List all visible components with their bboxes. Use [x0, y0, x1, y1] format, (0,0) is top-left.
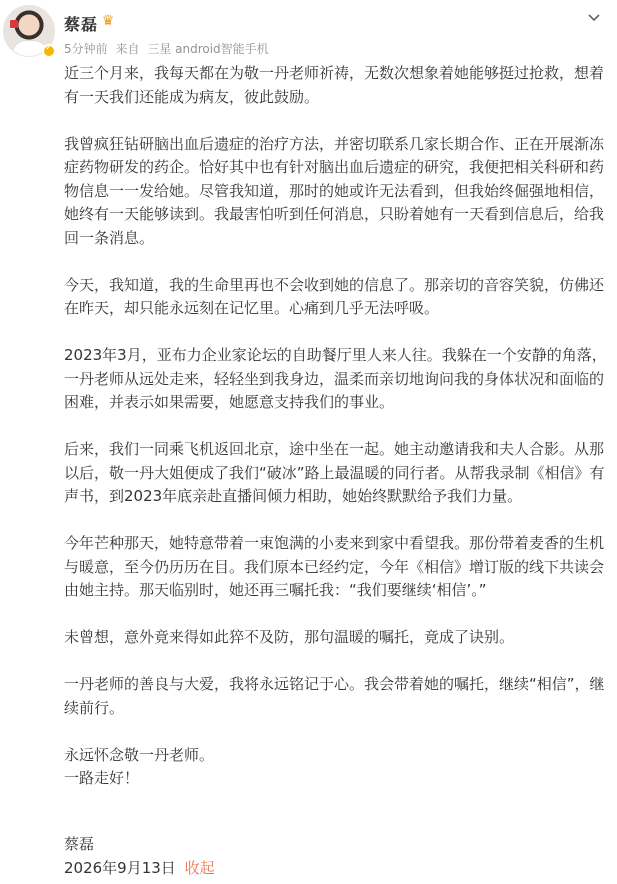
- post-body: [64, 62, 610, 814]
- flag-pin-icon: [10, 20, 18, 28]
- paragraph: 后来，我们一同乘飞机返回北京，途中坐在一起。她主动邀请我和夫人合影。从那以后，敬一丹大姐便成了我们“破冰”路上最温暖的同行者。从帮我录制《相信》有声书，到2023年底亲赴直播间倾力相助，她始终默默给予我们力量。: [64, 440, 605, 505]
- post-meta: [64, 40, 269, 57]
- paragraph: 今年芒种那天，她特意带着一束饱满的小麦来到家中看望我。那份带着麦香的生机与暖意，至今仍历历在目。我们原本已经约定，今年《相信》增订版的线下共读会由她主持。那天临别时，她还再三嘱托我：“我们要继续‘相信’。”: [64, 534, 605, 599]
- closing-line: 永远怀念敬一丹老师。: [64, 745, 215, 764]
- verified-badge-icon: [42, 44, 56, 58]
- paragraph: 今天，我知道，我的生命里再也不会收到她的信息了。那亲切的音容笑貌，仿佛还在昨天，却只能永远刻在记忆里。心痛到几乎无法呼吸。: [64, 275, 605, 317]
- closing-line: 一路走好！: [64, 769, 140, 787]
- source-prefix: 来自: [115, 42, 140, 56]
- paragraph: 2023年3月，亚布力企业家论坛的自助餐厅里人来人往。我躲在一个安静的角落，一丹老师从远处走来，轻轻坐到我身边，温柔而亲切地询问我的身体状况和面临的困难，并表示如果需要，她愿意支持我们的事业。: [64, 346, 607, 411]
- paragraph: 近三个月来，我每天都在为敬一丹老师祈祷，无数次想象着她能够挺过抢救，想着有一天我们还能成为病友，彼此鼓励。: [64, 64, 605, 106]
- collapse-link[interactable]: 收起: [184, 859, 215, 877]
- author-name[interactable]: 蔡磊: [64, 15, 99, 34]
- post-time[interactable]: 5分钟前: [64, 42, 108, 56]
- paragraph: 未曾想，意外竟来得如此猝不及防，那句温暖的嘱托，竟成了诀别。: [64, 628, 515, 646]
- crown-icon[interactable]: ♛: [101, 13, 115, 29]
- paragraph: 我曾疯狂钻研脑出血后遗症的治疗方法，并密切联系几家长期合作、正在开展渐冻症药物研发的药企。恰好其中也有针对脑出血后遗症的研究，我便把相关科研和药物信息一一发给她。尽管我知道，那时的她或许无法看到，但我始终倔强地相信，她终有一天能够读到。我最害怕听到任何消息，只盼着她有一天看到信息后，给我回一条消息。: [64, 134, 605, 247]
- signature: 蔡磊: [64, 835, 95, 853]
- post-source: 三星 android智能手机: [147, 42, 269, 56]
- post-footer: [64, 857, 215, 878]
- post-date: 2026年9月13日: [64, 859, 176, 877]
- paragraph: 一丹老师的善良与大爱，我将永远铭记于心。我会带着她的嘱托，继续“相信”，继续前行。: [64, 675, 605, 717]
- chevron-down-icon[interactable]: [587, 10, 601, 24]
